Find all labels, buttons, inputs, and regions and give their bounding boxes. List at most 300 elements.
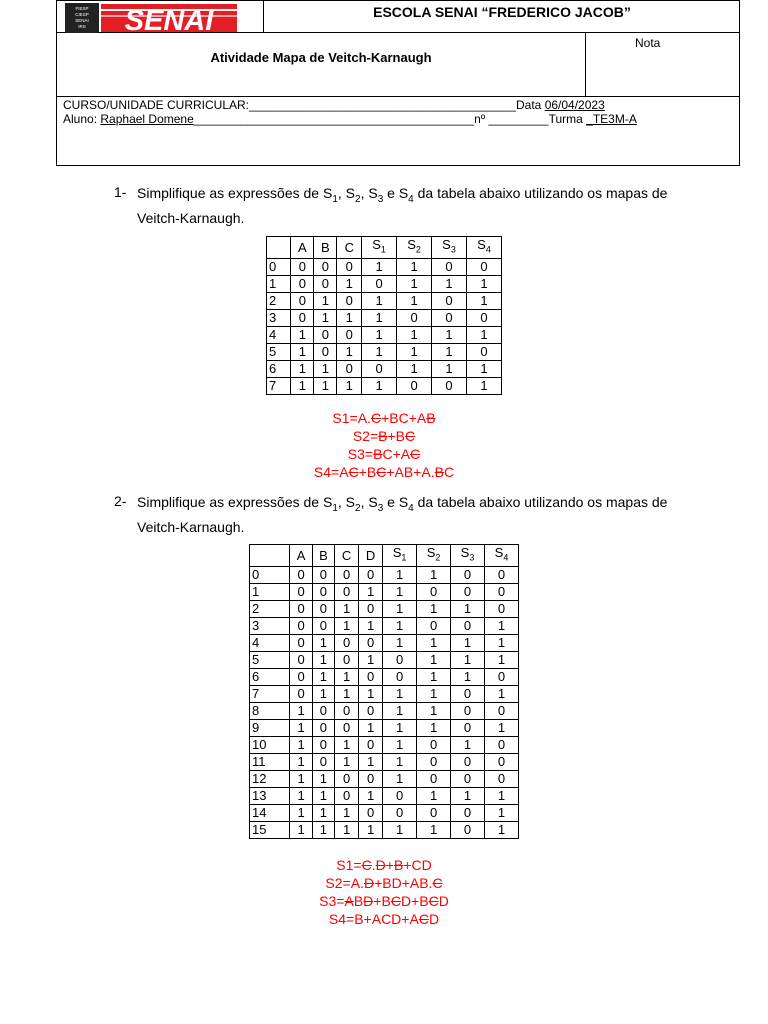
table-cell: 0 (451, 583, 485, 600)
answer-expression (234, 874, 534, 892)
table-row (267, 343, 502, 360)
answer-segment: +BC+A (381, 410, 427, 426)
table-cell: 0 (417, 617, 451, 634)
table-cell: 1 (417, 566, 451, 583)
table-cell: 1 (484, 804, 518, 821)
answers-block (234, 856, 534, 928)
table-cell: 0 (290, 583, 312, 600)
table-cell: 9 (250, 719, 290, 736)
table-cell: 1 (337, 309, 362, 326)
table-cell: 1 (312, 787, 334, 804)
column-header: $S_3$ (451, 545, 485, 567)
badge-line: SENAI (75, 18, 89, 23)
badge-line: FIESP (75, 6, 89, 11)
student-name: Raphael Domene (100, 112, 194, 126)
table-cell: 1 (383, 770, 417, 787)
table-cell: 1 (362, 292, 397, 309)
answer-segment: . (371, 857, 376, 873)
table-row (250, 770, 519, 787)
table-cell: 0 (417, 770, 451, 787)
table-cell: 1 (451, 787, 485, 804)
table-cell: 1 (312, 821, 334, 838)
table-cell: 1 (337, 377, 362, 394)
answer-segment: S1= (336, 857, 362, 873)
table-cell: 4 (250, 634, 290, 651)
table-cell: 0 (484, 668, 518, 685)
table-cell: 1 (362, 326, 397, 343)
table-cell: 1 (290, 821, 312, 838)
table-cell: 1 (383, 600, 417, 617)
answer-segment: S2=A. (325, 875, 364, 891)
answer-segment: C (376, 464, 387, 480)
table-cell: 0 (335, 566, 359, 583)
table-cell: 0 (314, 326, 337, 343)
table-cell: 1 (432, 343, 467, 360)
table-cell: 7 (250, 685, 290, 702)
table-cell: 1 (359, 787, 383, 804)
school-name: ESCOLA SENAI “FREDERICO JACOB” (373, 4, 631, 20)
table-cell: 14 (250, 804, 290, 821)
table-cell: 13 (250, 787, 290, 804)
table-cell: 1 (484, 821, 518, 838)
number-label: nº (474, 112, 486, 126)
table-cell: 0 (290, 600, 312, 617)
course-line (63, 98, 605, 112)
table-cell: 1 (359, 583, 383, 600)
table-cell: 1 (335, 804, 359, 821)
column-header: A (290, 545, 312, 567)
table-cell: 0 (484, 702, 518, 719)
question-text-part: Simplifique as expressões de S (137, 185, 333, 201)
table-cell: 1 (484, 634, 518, 651)
table-cell: 0 (337, 326, 362, 343)
table-corner (267, 237, 291, 259)
table-cell: 1 (359, 821, 383, 838)
column-header: $S_1$ (362, 237, 397, 259)
table-cell: 1 (290, 753, 312, 770)
student-line (63, 112, 637, 126)
table-cell: 0 (314, 343, 337, 360)
table-cell: 1 (484, 719, 518, 736)
column-header: D (359, 545, 383, 567)
table-row (267, 309, 502, 326)
table-cell: 1 (362, 309, 397, 326)
answer-segment: C (418, 911, 429, 927)
question-text-part: e S (387, 494, 409, 510)
table-cell: 0 (335, 770, 359, 787)
table-cell: 0 (335, 719, 359, 736)
table-row (267, 360, 502, 377)
table-cell: 0 (290, 651, 312, 668)
answer-segment: +B (358, 464, 377, 480)
column-header: $S_3$ (432, 237, 467, 259)
table-cell: 0 (417, 753, 451, 770)
answer-segment: S3= (347, 446, 374, 462)
column-header: $S_2$ (417, 545, 451, 567)
question-number: 2- (114, 493, 127, 509)
table-row (250, 566, 519, 583)
table-cell: 1 (290, 719, 312, 736)
answer-segment: S1=A. (332, 410, 371, 426)
table-cell: 1 (466, 326, 501, 343)
table-cell: 0 (359, 736, 383, 753)
table-cell: 0 (451, 821, 485, 838)
header-divider (585, 32, 586, 96)
table-cell: 0 (484, 566, 518, 583)
table-cell: 0 (362, 275, 397, 292)
senai-logo (65, 3, 237, 33)
answer-segment: D+B (400, 893, 429, 909)
answer-segment: S4=B+ACD+A (328, 911, 419, 927)
table-row (267, 326, 502, 343)
table-cell: 1 (466, 275, 501, 292)
table-cell: 0 (359, 668, 383, 685)
table-cell: 0 (484, 736, 518, 753)
table-cell: 0 (314, 275, 337, 292)
table-cell: 1 (312, 685, 334, 702)
table-row (267, 377, 502, 394)
question-text-part: da tabela abaixo utilizando os mapas de Veitch-Karnaugh. (137, 494, 668, 535)
answer-expression (234, 463, 534, 481)
table-cell: 1 (359, 685, 383, 702)
table-cell: 2 (267, 292, 291, 309)
table-cell: 12 (250, 770, 290, 787)
question-text-part: da tabela abaixo utilizando os mapas de Veitch-Karnaugh. (137, 185, 668, 226)
answer-segment: C (370, 410, 382, 426)
question-number: 1- (114, 184, 127, 200)
question-text: Simplifique as expressões de $S_1$, $S_2$, $S_3$ e $S_4$ da tabela abaixo utilizando os mapas de Veitch-Karnaugh. (137, 185, 668, 226)
table-cell: 1 (466, 377, 501, 394)
table-cell: 4 (267, 326, 291, 343)
table-cell: 0 (312, 753, 334, 770)
table-cell: 15 (250, 821, 290, 838)
answer-segment: B (353, 893, 364, 909)
answer-segment: +B (373, 893, 391, 909)
table-cell: 3 (250, 617, 290, 634)
column-header: C (335, 545, 359, 567)
table-cell: 0 (335, 787, 359, 804)
table-cell: 1 (362, 258, 397, 275)
table-cell: 1 (417, 634, 451, 651)
table-cell: 1 (359, 651, 383, 668)
answers-block (234, 409, 534, 481)
table-row (250, 702, 519, 719)
answer-segment: S2= (352, 428, 379, 444)
answer-segment: C (428, 893, 439, 909)
table-cell: 0 (291, 275, 314, 292)
question-text-part: e S (387, 185, 409, 201)
header-divider (57, 96, 739, 97)
table-cell: 0 (451, 770, 485, 787)
table-cell: 1 (383, 583, 417, 600)
table-cell: 1 (484, 651, 518, 668)
table-row (250, 651, 519, 668)
table-cell: 0 (335, 583, 359, 600)
table-cell: 0 (312, 736, 334, 753)
column-header: $S_4$ (484, 545, 518, 567)
table-row (250, 668, 519, 685)
table-cell: 1 (397, 275, 432, 292)
table-cell: 1 (417, 702, 451, 719)
table-cell: 0 (337, 258, 362, 275)
table-cell: 1 (335, 668, 359, 685)
table-cell: 1 (335, 617, 359, 634)
table-cell: 0 (383, 804, 417, 821)
table-cell: 1 (290, 804, 312, 821)
table-corner (250, 545, 290, 567)
table-cell: 1 (383, 685, 417, 702)
table-cell: 0 (250, 566, 290, 583)
answer-expression (234, 910, 534, 928)
table-cell: 0 (290, 617, 312, 634)
table-cell: 3 (267, 309, 291, 326)
table-cell: 1 (397, 360, 432, 377)
answer-segment: B (434, 464, 444, 480)
table-cell: 0 (290, 685, 312, 702)
logo-text: SENAI (124, 5, 214, 33)
table-cell: 0 (451, 753, 485, 770)
header-box (56, 0, 740, 166)
table-row (250, 685, 519, 702)
table-cell: 11 (250, 753, 290, 770)
table-cell: 1 (359, 753, 383, 770)
table-cell: 1 (359, 617, 383, 634)
table-cell: 0 (451, 617, 485, 634)
answer-segment: D (363, 875, 375, 891)
table-cell: 1 (362, 343, 397, 360)
table-cell: 1 (250, 583, 290, 600)
table-cell: 0 (466, 258, 501, 275)
date-label: Data (515, 98, 542, 112)
table-cell: 0 (397, 309, 432, 326)
table-row (267, 258, 502, 275)
table-cell: 1 (432, 275, 467, 292)
table-cell: 1 (383, 821, 417, 838)
table-cell: 0 (397, 377, 432, 394)
table-cell: 1 (337, 343, 362, 360)
answer-expression (234, 427, 534, 445)
table-cell: 1 (290, 770, 312, 787)
table-cell: 1 (397, 326, 432, 343)
answer-segment: B (393, 857, 404, 873)
column-header: B (312, 545, 334, 567)
table-cell: 1 (484, 685, 518, 702)
table-row (250, 736, 519, 753)
table-row (250, 719, 519, 736)
answer-expression (234, 892, 534, 910)
truth-table (266, 236, 502, 395)
table-cell: 5 (250, 651, 290, 668)
table-cell: 0 (417, 804, 451, 821)
table-cell: 0 (335, 702, 359, 719)
table-cell: 0 (335, 634, 359, 651)
table-cell: 1 (417, 600, 451, 617)
table-cell: 0 (312, 600, 334, 617)
table-row (250, 804, 519, 821)
answer-segment: +BD+AB. (374, 875, 433, 891)
table-cell: 1 (312, 770, 334, 787)
table-row (250, 787, 519, 804)
table-cell: 1 (383, 736, 417, 753)
course-blank: ________________________________________ (249, 98, 516, 112)
table-cell: 0 (484, 770, 518, 787)
table-cell: 1 (417, 787, 451, 804)
table-cell: 0 (466, 343, 501, 360)
table-cell: 1 (417, 685, 451, 702)
course-label: CURSO/UNIDADE CURRICULAR: (63, 98, 250, 112)
class-label: Turma (548, 112, 583, 126)
table-row (250, 583, 519, 600)
table-cell: 1 (484, 787, 518, 804)
table-cell: 1 (312, 651, 334, 668)
table-row (250, 753, 519, 770)
table-cell: 0 (291, 292, 314, 309)
table-cell: 0 (484, 600, 518, 617)
table-cell: 0 (466, 309, 501, 326)
table-cell: 0 (337, 360, 362, 377)
table-cell: 10 (250, 736, 290, 753)
table-cell: 0 (312, 566, 334, 583)
answer-segment: A (344, 893, 354, 909)
answer-segment: +AB+A. (386, 464, 435, 480)
answer-segment: C (390, 893, 401, 909)
table-cell: 6 (267, 360, 291, 377)
table-row (250, 821, 519, 838)
table-cell: 0 (417, 736, 451, 753)
table-cell: 0 (359, 600, 383, 617)
answer-segment: S4=A (313, 464, 349, 480)
table-cell: 5 (267, 343, 291, 360)
table-cell: 0 (312, 702, 334, 719)
table-cell: 0 (359, 770, 383, 787)
table-cell: 1 (383, 702, 417, 719)
table-cell: 0 (359, 804, 383, 821)
grade-label: Nota (635, 36, 661, 50)
table-cell: 0 (359, 702, 383, 719)
table-cell: 0 (291, 309, 314, 326)
table-cell: 0 (484, 583, 518, 600)
table-cell: 1 (267, 275, 291, 292)
answer-segment: D (428, 911, 440, 927)
column-header: $S_4$ (466, 237, 501, 259)
answer-segment: B (373, 446, 383, 462)
table-cell: 0 (312, 583, 334, 600)
number-blank: _________ (488, 112, 549, 126)
answer-segment: D (438, 893, 449, 909)
answer-segment: + (385, 857, 394, 873)
table-cell: 1 (291, 360, 314, 377)
table-cell: 1 (337, 275, 362, 292)
answer-segment: C (443, 464, 455, 480)
badge-line: IRS (78, 24, 86, 29)
column-header: A (291, 237, 314, 259)
table-row (267, 275, 502, 292)
table-cell: 1 (383, 634, 417, 651)
table-cell: 0 (267, 258, 291, 275)
answer-segment: C+A (382, 446, 411, 462)
column-header: $S_2$ (397, 237, 432, 259)
table-cell: 0 (383, 651, 417, 668)
table-cell: 1 (359, 719, 383, 736)
table-row (250, 634, 519, 651)
table-cell: 0 (290, 634, 312, 651)
table-cell: 1 (314, 360, 337, 377)
table-cell: 1 (466, 360, 501, 377)
table-cell: 1 (383, 566, 417, 583)
table-cell: 1 (451, 600, 485, 617)
answer-segment: C (361, 857, 372, 873)
table-cell: 1 (484, 617, 518, 634)
table-cell: 0 (451, 702, 485, 719)
table-cell: 0 (484, 753, 518, 770)
table-cell: 0 (432, 258, 467, 275)
answer-expression (234, 856, 534, 874)
answer-segment: S3= (319, 893, 345, 909)
table-cell: 1 (312, 668, 334, 685)
table-cell: 2 (250, 600, 290, 617)
question-text-part: Simplifique as expressões de S (137, 494, 333, 510)
table-cell: 0 (432, 377, 467, 394)
table-cell: 1 (451, 634, 485, 651)
table-cell: 1 (291, 326, 314, 343)
question-text: Simplifique as expressões de $S_1$, $S_2$, $S_3$ e $S_4$ da tabela abaixo utilizando os mapas de Veitch-Karnaugh. (137, 494, 668, 535)
table-cell: 1 (432, 360, 467, 377)
table-cell: 0 (362, 360, 397, 377)
answer-segment: B (378, 428, 388, 444)
table-cell: 0 (359, 566, 383, 583)
table-cell: 0 (290, 668, 312, 685)
table-cell: 1 (312, 634, 334, 651)
table-cell: 1 (417, 821, 451, 838)
answer-segment: C (410, 446, 421, 462)
table-cell: 1 (335, 753, 359, 770)
column-header: C (337, 237, 362, 259)
table-cell: 0 (312, 719, 334, 736)
badge-line: CIESP (75, 12, 89, 17)
table-cell: 7 (267, 377, 291, 394)
column-header: B (314, 237, 337, 259)
table-cell: 1 (290, 787, 312, 804)
answer-segment: +B (387, 428, 406, 444)
table-cell: 1 (417, 668, 451, 685)
table-cell: 1 (417, 651, 451, 668)
answer-segment: +CD (403, 857, 432, 873)
table-cell: 1 (451, 651, 485, 668)
table-row (250, 617, 519, 634)
class-value: _TE3M-A (586, 112, 637, 126)
table-cell: 1 (383, 719, 417, 736)
table-cell: 8 (250, 702, 290, 719)
table-cell: 0 (417, 583, 451, 600)
date-value: 06/04/2023 (544, 98, 605, 112)
column-header: $S_1$ (383, 545, 417, 567)
answer-segment: B (426, 410, 436, 426)
table-cell: 0 (291, 258, 314, 275)
answer-segment: C (405, 428, 416, 444)
table-cell: 1 (291, 377, 314, 394)
table-cell: 0 (451, 719, 485, 736)
table-cell: 1 (335, 821, 359, 838)
answer-segment: D (375, 857, 386, 873)
table-cell: 1 (362, 377, 397, 394)
table-cell: 0 (432, 309, 467, 326)
table-cell: 1 (290, 736, 312, 753)
table-cell: 0 (383, 668, 417, 685)
table-cell: 1 (335, 685, 359, 702)
table-cell: 1 (314, 292, 337, 309)
table-cell: 6 (250, 668, 290, 685)
activity-title: Atividade Mapa de Veitch-Karnaugh (210, 50, 432, 65)
